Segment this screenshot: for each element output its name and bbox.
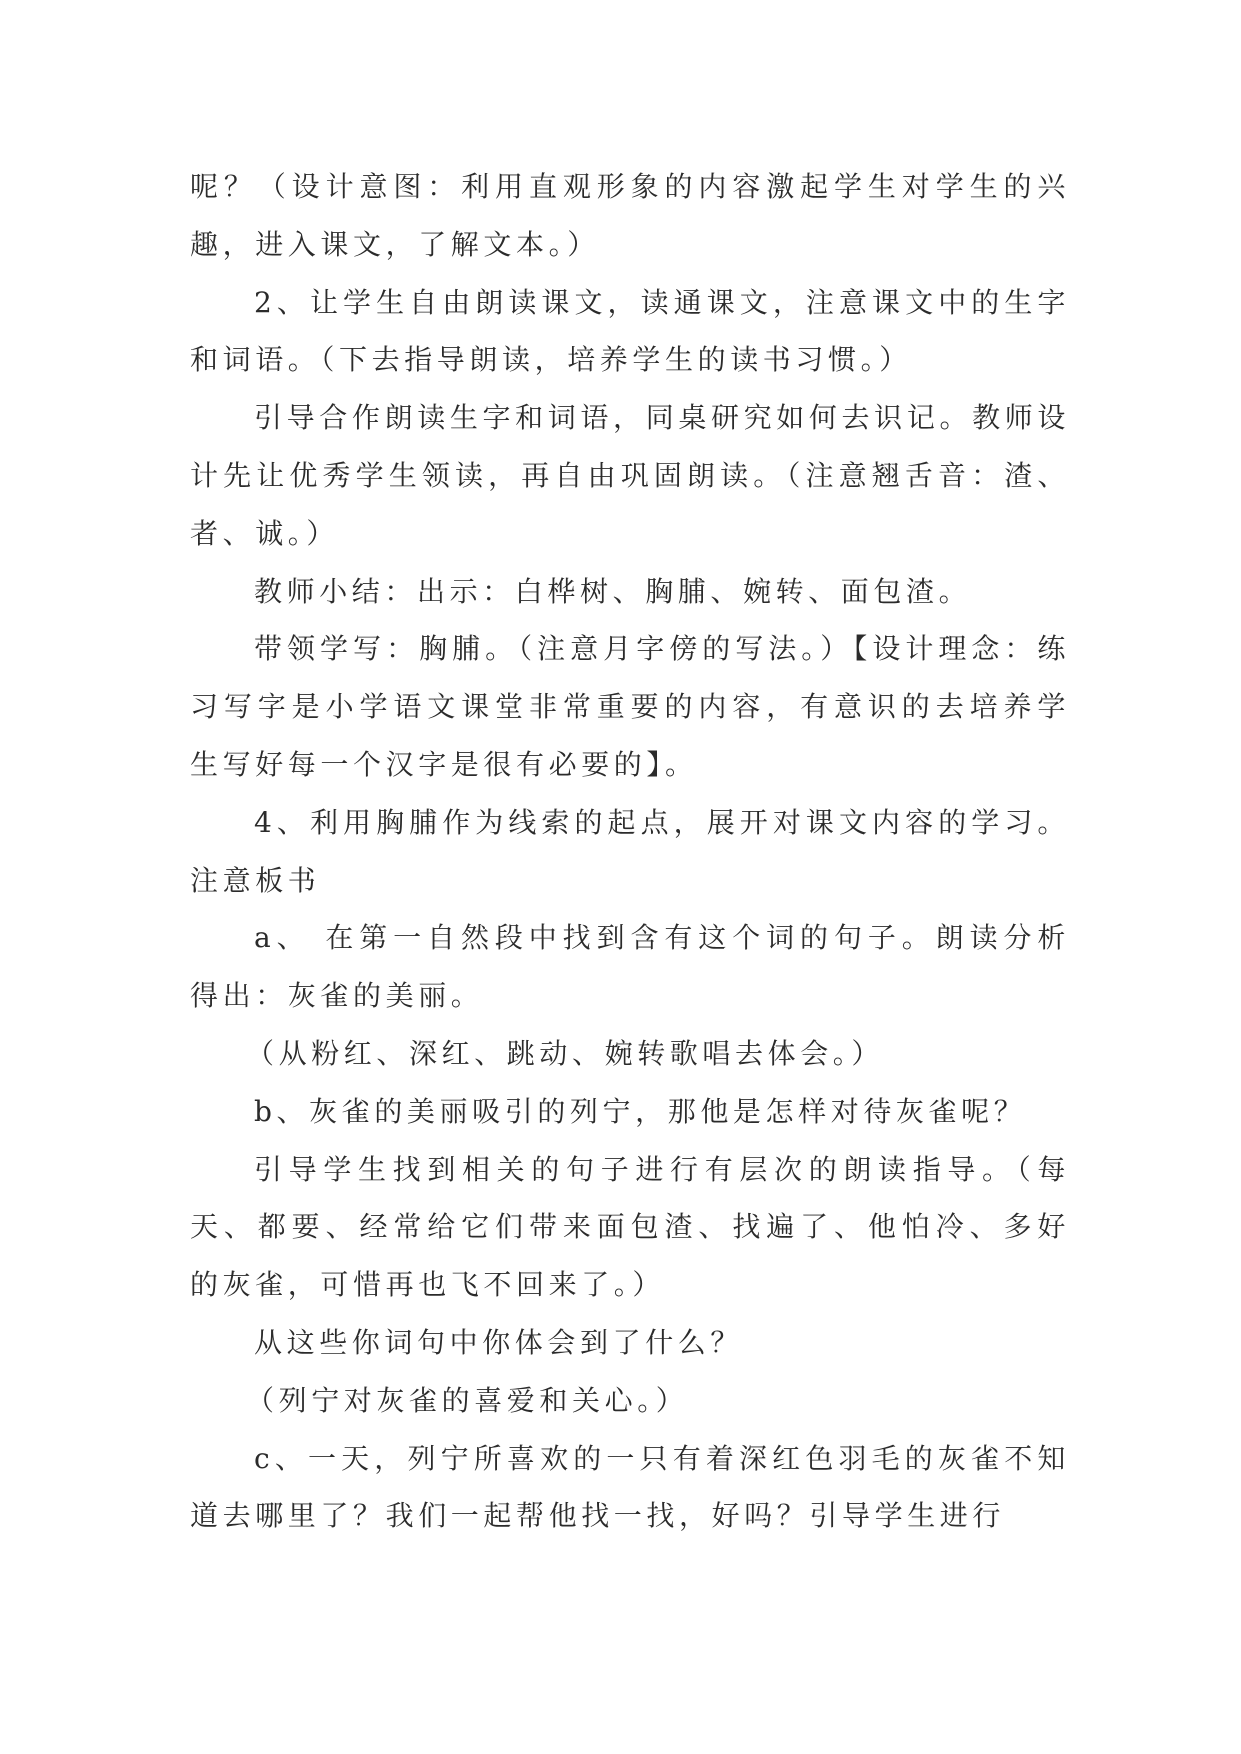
paragraph-design-intent: 呢？（设计意图：利用直观形象的内容激起学生对学生的兴趣，进入课文，了解文本。） xyxy=(190,170,1070,261)
paragraph-teacher-summary: 教师小结：出示：白桦树、胸脯、婉转、面包渣。 xyxy=(254,574,972,608)
paragraph-step-4-clue: 4、利用胸脯作为线索的起点，展开对课文内容的学习。注意板书 xyxy=(190,805,1070,897)
paragraph-item-c: c、一天，列宁所喜欢的一只有着深红色羽毛的灰雀不知道去哪里了？我们一起帮他找一找，好吗？引导学生进行 xyxy=(190,1441,1070,1533)
paragraph-item-a-note: （从粉红、深红、跳动、婉转歌唱去体会。） xyxy=(246,1036,885,1070)
paragraph-writing-practice: 带领学写：胸脯。（注意月字傍的写法。）【设计理念：练习写字是小学语文课堂非常重要的内容，有意识的去培养学生写好每一个汉字是很有必要的】。 xyxy=(190,632,1070,781)
paragraph-question: 从这些你词句中你体会到了什么？ xyxy=(254,1325,744,1359)
document-body xyxy=(190,158,1070,1545)
paragraph-item-b: b、灰雀的美丽吸引的列宁，那他是怎样对待灰雀呢？ xyxy=(254,1094,1027,1128)
paragraph-step-2-reading: 2、让学生自由朗读课文，读通课文，注意课文中的生字和词语。（下去指导朗读，培养学生的读书习惯。） xyxy=(190,285,1070,377)
paragraph-cooperative-reading: 引导合作朗读生字和词语，同桌研究如何去识记。教师设计先让优秀学生领读，再自由巩固朗读。（注意翘舌音：渣、者、诚。） xyxy=(190,401,1070,550)
paragraph-guided-reading: 引导学生找到相关的句子进行有层次的朗读指导。（每天、都要、经常给它们带来面包渣、找遍了、他怕冷、多好的灰雀，可惜再也飞不回来了。） xyxy=(190,1152,1070,1302)
paragraph-item-a: a、 在第一自然段中找到含有这个词的句子。朗读分析得出：灰雀的美丽。 xyxy=(190,921,1070,1013)
paragraph-answer: （列宁对灰雀的喜爱和关心。） xyxy=(246,1383,689,1417)
